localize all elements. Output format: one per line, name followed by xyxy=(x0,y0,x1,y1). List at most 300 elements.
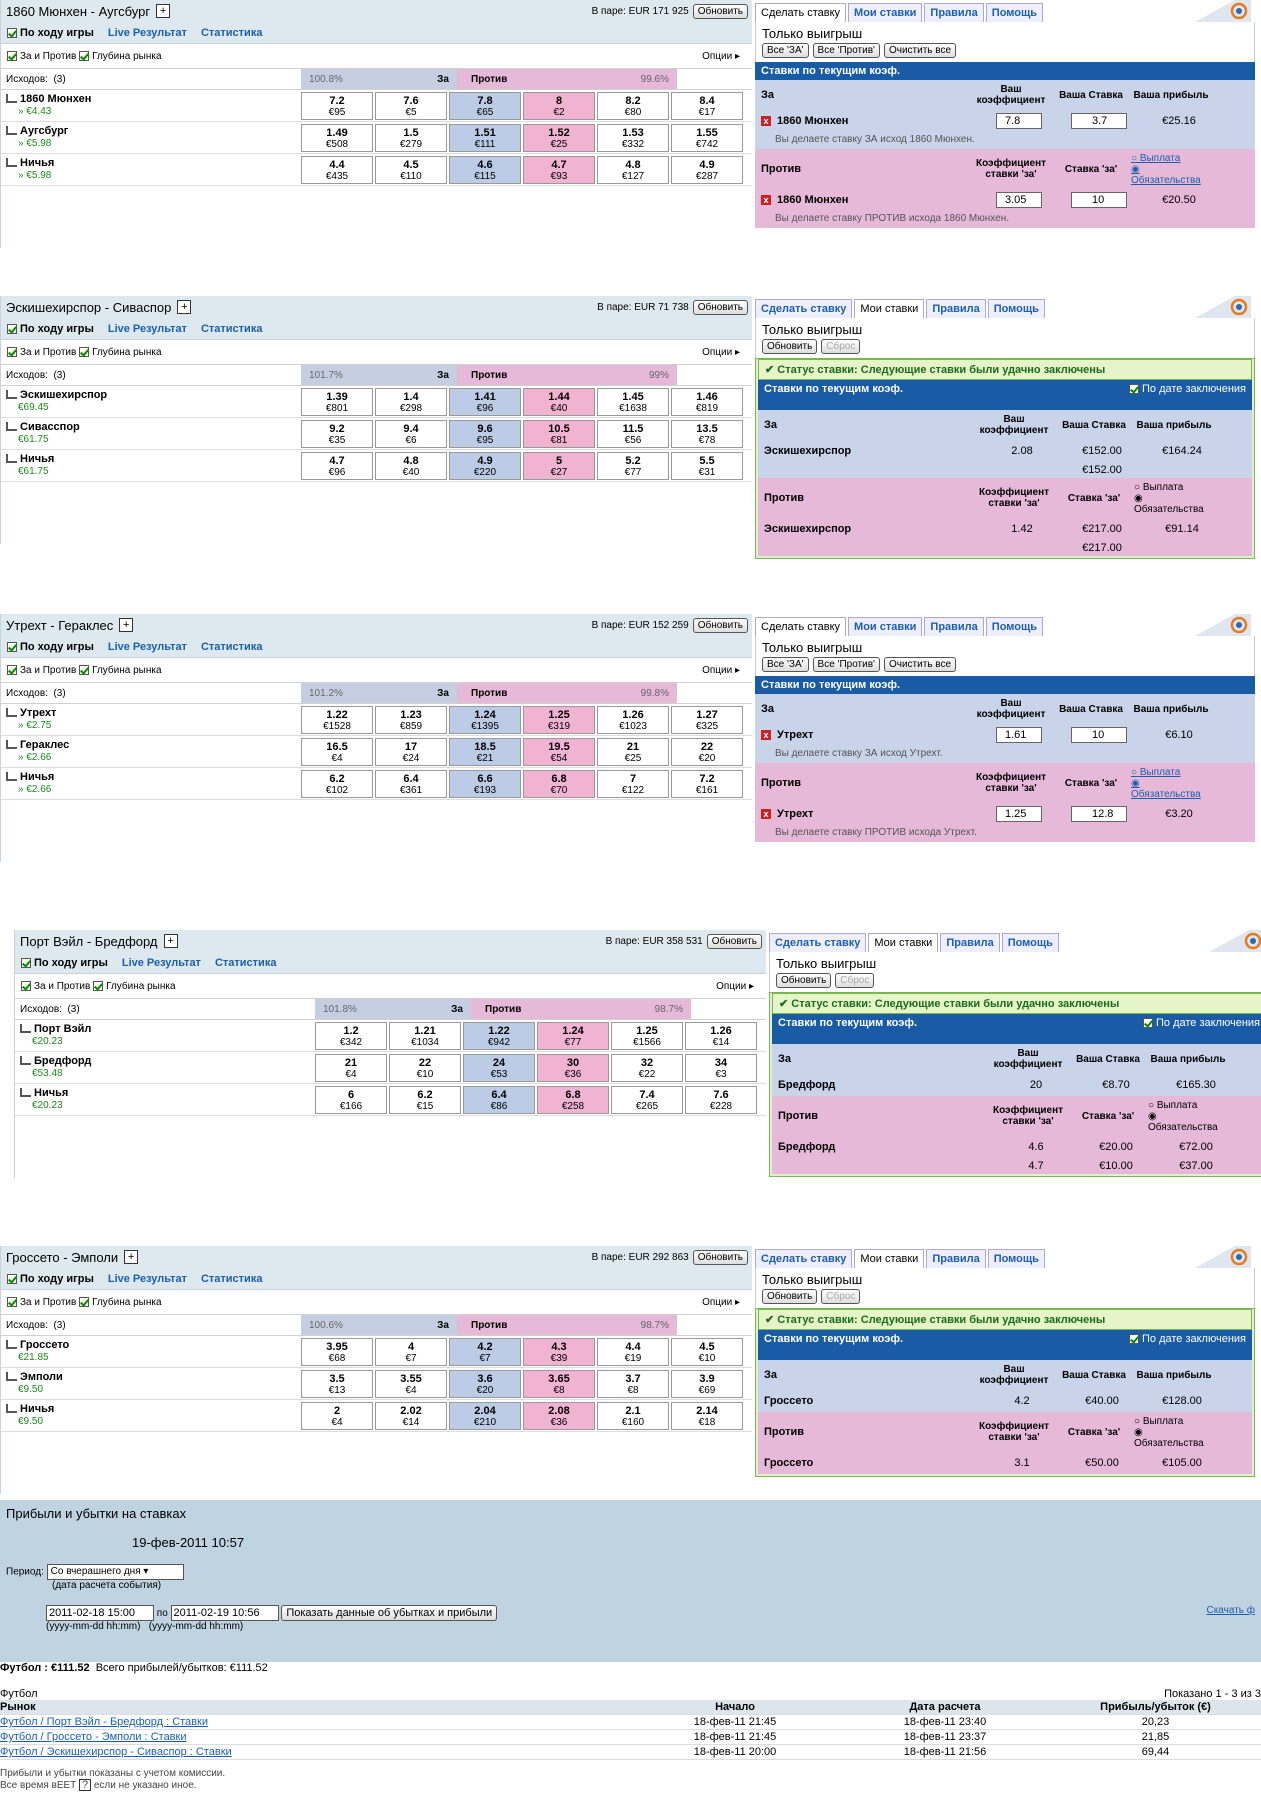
live-label: По ходу игры xyxy=(20,26,94,39)
refresh-logo-icon[interactable] xyxy=(1209,930,1261,952)
lay-odds-input[interactable]: 3.05 xyxy=(996,192,1042,208)
chart-icon[interactable] xyxy=(6,422,17,431)
back-price-cell[interactable]: 6.4 €361 xyxy=(375,770,447,798)
lay-odds: 3.1 xyxy=(1014,1457,1030,1469)
all-back-button[interactable]: Все 'ЗА' xyxy=(762,657,809,672)
chart-icon[interactable] xyxy=(6,708,17,717)
runner-name[interactable]: Порт Вэйл €20.23 xyxy=(15,1023,315,1048)
back-stake-input[interactable]: 10 xyxy=(1071,727,1127,743)
lay-price-cell[interactable]: 4.9 €287 xyxy=(671,156,743,184)
refresh-logo-icon[interactable] xyxy=(1195,1246,1251,1268)
runner-row xyxy=(1,704,752,736)
lay-header xyxy=(457,1315,677,1335)
options-menu[interactable]: Опции ▸ xyxy=(716,980,754,992)
runner-name[interactable]: Ничья €9.50 xyxy=(1,1403,301,1428)
chart-icon[interactable] xyxy=(6,740,17,749)
back-price-cell[interactable]: 1.4 €298 xyxy=(375,388,447,416)
lay-price-cell[interactable]: 30 €36 xyxy=(537,1054,609,1082)
stats-link[interactable]: Статистика xyxy=(214,956,277,969)
refresh-button[interactable]: Обновить xyxy=(693,300,748,315)
options-row xyxy=(1,44,752,68)
market-title: Порт Вэйл - Бредфорд xyxy=(20,933,158,949)
current-odds-label: Ставки по текущим коэф. xyxy=(761,65,901,77)
period-label: Период: xyxy=(6,1566,44,1578)
options-menu[interactable]: Опции ▸ xyxy=(702,50,740,62)
live-result-link[interactable]: Live Результат xyxy=(121,956,201,969)
payout-radio[interactable]: ○ Выплата xyxy=(1148,1099,1198,1111)
current-odds-bar xyxy=(755,62,1255,80)
refresh-slip-button[interactable]: Обновить xyxy=(762,339,817,354)
options-menu[interactable]: Опции ▸ xyxy=(702,664,740,676)
tab-place-bet[interactable]: Сделать ставку xyxy=(755,617,846,636)
back-price-cell[interactable]: 9.6 €95 xyxy=(449,420,521,448)
reset-button[interactable]: Сброс xyxy=(835,973,874,988)
all-lay-button[interactable]: Все 'Против' xyxy=(813,657,880,672)
lay-price-cell[interactable]: 5.2 €77 xyxy=(597,452,669,480)
chart-icon[interactable] xyxy=(6,158,17,167)
depth-label: Глубина рынка xyxy=(92,1296,162,1308)
lay-section-label: Против xyxy=(761,777,801,789)
stats-link[interactable]: Статистика xyxy=(200,322,263,335)
tab-rules[interactable]: Правила xyxy=(926,299,985,318)
tab-place-bet[interactable]: Сделать ставку xyxy=(755,1249,852,1268)
liability-radio[interactable]: ◉ Обязательства xyxy=(1134,492,1204,515)
tab-rules[interactable]: Правила xyxy=(924,3,983,22)
lay-selection: 1860 Мюнхен xyxy=(777,194,849,206)
lay-price-cell[interactable]: 8.4 €17 xyxy=(671,92,743,120)
tab-place-bet[interactable]: Сделать ставку xyxy=(755,3,846,22)
chart-icon[interactable] xyxy=(6,390,17,399)
live-row xyxy=(1,22,752,44)
back-price-cell[interactable]: 22 €10 xyxy=(389,1054,461,1082)
back-price-cell[interactable]: 6 €166 xyxy=(315,1086,387,1114)
tab-rules[interactable]: Правила xyxy=(926,1249,985,1268)
back-price-cell[interactable]: 2 €4 xyxy=(301,1402,373,1430)
by-date-checkbox[interactable] xyxy=(1143,1018,1153,1028)
back-price-cell[interactable]: 24 €53 xyxy=(463,1054,535,1082)
back-price-cell[interactable]: 6.2 €102 xyxy=(301,770,373,798)
refresh-button[interactable]: Обновить xyxy=(707,934,762,949)
back-price-cell[interactable]: 4 €7 xyxy=(375,1338,447,1366)
back-price-cell[interactable]: 21 €4 xyxy=(315,1054,387,1082)
live-result-link[interactable]: Live Результат xyxy=(107,322,187,335)
back-price-cell[interactable]: 6.4 €86 xyxy=(463,1086,535,1114)
back-price-cell[interactable]: 7.2 €95 xyxy=(301,92,373,120)
refresh-logo-icon[interactable] xyxy=(1195,0,1251,22)
runner-name[interactable]: Эмполи €9.50 xyxy=(1,1371,301,1396)
chart-icon[interactable] xyxy=(20,1088,31,1097)
lay-price-cell[interactable]: 1.52 €25 xyxy=(523,124,595,152)
lay-price-cell[interactable]: 4.4 €19 xyxy=(597,1338,669,1366)
chart-icon[interactable] xyxy=(6,94,17,103)
back-price-cell[interactable]: 3.55 €4 xyxy=(375,1370,447,1398)
lay-price-cell[interactable]: 1.53 €332 xyxy=(597,124,669,152)
tab-place-bet[interactable]: Сделать ставку xyxy=(769,933,866,952)
back-section-label: За xyxy=(764,419,778,431)
period-select[interactable]: Со вчерашнего дня ▾ xyxy=(47,1564,184,1580)
show-pl-button[interactable]: Показать данные об убытках и прибыли xyxy=(281,1605,497,1621)
back-price-cell[interactable]: 4.6 €115 xyxy=(449,156,521,184)
lay-price-cell[interactable]: 8.2 €80 xyxy=(597,92,669,120)
back-price-cell[interactable]: 4.5 €110 xyxy=(375,156,447,184)
payout-radio[interactable]: ○ Выплата xyxy=(1131,152,1181,164)
back-price-cell[interactable]: 6.2 €15 xyxy=(389,1086,461,1114)
back-selection: Гроссето xyxy=(764,1395,814,1407)
chart-icon[interactable] xyxy=(20,1024,31,1033)
stats-link[interactable]: Статистика xyxy=(200,1272,263,1285)
lay-price-cell[interactable]: 4.8 €127 xyxy=(597,156,669,184)
back-price-cell[interactable]: 1.39 €801 xyxy=(301,388,373,416)
back-price-cell[interactable]: 1.22 €1528 xyxy=(301,706,373,734)
lay-price-cell[interactable]: 1.24 €77 xyxy=(537,1022,609,1050)
lay-price-cell[interactable]: 1.55 €742 xyxy=(671,124,743,152)
back-price-cell[interactable]: 9.2 €35 xyxy=(301,420,373,448)
back-price-cell[interactable]: 1.24 €1395 xyxy=(449,706,521,734)
back-lay-checkbox[interactable] xyxy=(7,665,17,675)
help-icon[interactable]: ? xyxy=(79,1779,91,1791)
runner-row xyxy=(1,1336,752,1368)
chart-icon[interactable] xyxy=(6,1372,17,1381)
chart-icon[interactable] xyxy=(20,1056,31,1065)
tab-help[interactable]: Помощь xyxy=(1002,933,1059,952)
lay-label: Против xyxy=(471,687,508,699)
lay-price-cell[interactable]: 2.08 €36 xyxy=(523,1402,595,1430)
back-price-cell[interactable]: 17 €24 xyxy=(375,738,447,766)
payout-radio[interactable]: ○ Выплата xyxy=(1134,1415,1184,1427)
runner-name[interactable]: Ничья » €5.98 xyxy=(1,157,301,182)
lay-price-cell[interactable]: 5 €27 xyxy=(523,452,595,480)
winnings-only-label: Только выигрыш xyxy=(776,956,877,971)
chart-icon[interactable] xyxy=(6,1404,17,1413)
back-price-cell[interactable]: 4.9 €220 xyxy=(449,452,521,480)
chart-icon[interactable] xyxy=(6,1340,17,1349)
lay-stake: €20.00 xyxy=(1099,1141,1133,1153)
back-price-cell[interactable]: 1.51 €111 xyxy=(449,124,521,152)
tab-my-bets[interactable]: Мои ставки xyxy=(848,617,922,636)
lay-price-cell[interactable]: 1.26 €1023 xyxy=(597,706,669,734)
lay-price-cell[interactable]: 1.45 €1638 xyxy=(597,388,669,416)
refresh-logo-icon[interactable] xyxy=(1195,296,1251,318)
liability-radio[interactable]: ◉ Обязательства xyxy=(1131,777,1201,800)
bet-slip xyxy=(769,930,1261,1178)
lay-stake-header: Ставка 'за' xyxy=(1081,1110,1135,1122)
plus-icon[interactable]: + xyxy=(156,4,170,18)
back-price-cell[interactable]: 7.8 €65 xyxy=(449,92,521,120)
plus-icon[interactable]: + xyxy=(164,934,178,948)
lay-price-cell[interactable]: 1.46 €819 xyxy=(671,388,743,416)
tab-rules[interactable]: Правила xyxy=(940,933,999,952)
plus-icon[interactable]: + xyxy=(124,1250,138,1264)
market-header xyxy=(1,296,752,318)
slip-body xyxy=(755,22,1255,62)
market-link[interactable]: Футбол / Порт Вэйл - Бредфорд : Ставки xyxy=(0,1716,208,1728)
runner-row xyxy=(1,122,752,154)
lay-odds: 4.6 xyxy=(1028,1141,1044,1153)
back-note: Вы делаете ставку ЗА исход 1860 Мюнхен. xyxy=(755,132,1255,149)
back-selection: Утрехт xyxy=(777,729,814,741)
lay-odds-header: Коэффициент ставки 'за' xyxy=(978,487,1050,509)
live-icon xyxy=(7,642,17,652)
tab-my-bets[interactable]: Мои ставки xyxy=(854,1249,924,1268)
back-price-cell[interactable]: 1.49 €508 xyxy=(301,124,373,152)
refresh-button[interactable]: Обновить xyxy=(693,4,748,19)
back-price-cell[interactable]: 18.5 €21 xyxy=(449,738,521,766)
by-date-checkbox[interactable] xyxy=(1129,1334,1139,1344)
bet-slip xyxy=(755,614,1255,862)
market-header xyxy=(15,930,766,952)
live-result-link[interactable]: Live Результат xyxy=(107,640,187,653)
lay-price-cell[interactable]: 4.3 €39 xyxy=(523,1338,595,1366)
back-header xyxy=(301,1315,457,1335)
from-date-input[interactable]: 2011-02-18 15:00 xyxy=(46,1605,154,1621)
back-price-cell[interactable]: 3.6 €20 xyxy=(449,1370,521,1398)
remove-bet-icon[interactable]: x xyxy=(761,195,771,205)
back-price-cell[interactable]: 1.5 €279 xyxy=(375,124,447,152)
runner-name[interactable]: Ничья €20.23 xyxy=(15,1087,315,1112)
tab-my-bets[interactable]: Мои ставки xyxy=(868,933,938,952)
lay-price-cell[interactable]: 13.5 €78 xyxy=(671,420,743,448)
lay-price-cell[interactable]: 11.5 €56 xyxy=(597,420,669,448)
back-profit: €25.16 xyxy=(1162,115,1196,127)
lay-price-cell[interactable]: 1.25 €319 xyxy=(523,706,595,734)
back-price-cell[interactable]: 7.6 €5 xyxy=(375,92,447,120)
tab-my-bets[interactable]: Мои ставки xyxy=(848,3,922,22)
payout-radio[interactable]: ○ Выплата xyxy=(1131,766,1181,778)
bet-slip xyxy=(755,1246,1255,1494)
tab-help[interactable]: Помощь xyxy=(988,299,1045,318)
runner-name[interactable]: Аугсбург » €5.98 xyxy=(1,125,301,150)
chart-icon[interactable] xyxy=(6,126,17,135)
back-lay-checkbox[interactable] xyxy=(7,51,17,61)
lay-price-cell[interactable]: 7.4 €265 xyxy=(611,1086,683,1114)
depth-checkbox[interactable] xyxy=(79,51,89,61)
options-menu[interactable]: Опции ▸ xyxy=(702,1296,740,1308)
back-price-cell[interactable]: 4.2 €7 xyxy=(449,1338,521,1366)
lay-price-cell[interactable]: 19.5 €54 xyxy=(523,738,595,766)
runner-name[interactable]: Сивасспор €61.75 xyxy=(1,421,301,446)
lay-stake-input[interactable]: 12.8 xyxy=(1071,806,1127,822)
plus-icon[interactable]: + xyxy=(177,300,191,314)
live-result-link[interactable]: Live Результат xyxy=(107,1272,187,1285)
depth-checkbox[interactable] xyxy=(93,981,103,991)
runner-name[interactable]: Ничья » €2.66 xyxy=(1,771,301,796)
market-header xyxy=(1,614,752,636)
back-price-cell[interactable]: 6.6 €193 xyxy=(449,770,521,798)
lay-price-cell[interactable]: 2.14 €18 xyxy=(671,1402,743,1430)
lay-price-cell[interactable]: 6.8 €70 xyxy=(523,770,595,798)
back-price-cell[interactable]: 1.23 €859 xyxy=(375,706,447,734)
clear-all-button[interactable]: Очистить все xyxy=(884,657,956,672)
tab-help[interactable]: Помощь xyxy=(986,3,1043,22)
runner-name[interactable]: Ничья €61.75 xyxy=(1,453,301,478)
remove-bet-icon[interactable]: x xyxy=(761,809,771,819)
runner-row xyxy=(1,1400,752,1432)
runner-name[interactable]: 1860 Мюнхен » €4.43 xyxy=(1,93,301,118)
lay-price-cell[interactable]: 34 €3 xyxy=(685,1054,757,1082)
tab-place-bet[interactable]: Сделать ставку xyxy=(755,299,852,318)
market-block xyxy=(0,930,1261,1178)
pl-table xyxy=(0,1700,1261,1760)
tab-help[interactable]: Помощь xyxy=(986,617,1043,636)
back-price-cell[interactable]: 2.02 €14 xyxy=(375,1402,447,1430)
runner-name[interactable]: Гераклес » €2.66 xyxy=(1,739,301,764)
back-stake-input[interactable]: 3.7 xyxy=(1071,113,1127,129)
all-back-button[interactable]: Все 'ЗА' xyxy=(762,43,809,58)
back-price-cell[interactable]: 4.8 €40 xyxy=(375,452,447,480)
lay-price-cell[interactable]: 32 €22 xyxy=(611,1054,683,1082)
lay-price-cell[interactable]: 7.6 €228 xyxy=(685,1086,757,1114)
back-profit: €128.00 xyxy=(1162,1395,1202,1407)
back-odds-input[interactable]: 1.61 xyxy=(996,727,1042,743)
reset-button[interactable]: Сброс xyxy=(821,1289,860,1304)
reset-button[interactable]: Сброс xyxy=(821,339,860,354)
back-lay-checkbox[interactable] xyxy=(21,981,31,991)
lay-price-cell[interactable]: 4.5 €10 xyxy=(671,1338,743,1366)
back-lay-checkbox[interactable] xyxy=(7,1297,17,1307)
chart-icon[interactable] xyxy=(6,772,17,781)
market-panel xyxy=(0,1246,752,1494)
by-date-checkbox[interactable] xyxy=(1129,384,1139,394)
back-header xyxy=(301,69,457,89)
lay-price-cell[interactable]: 8 €2 xyxy=(523,92,595,120)
live-result-link[interactable]: Live Результат xyxy=(107,26,187,39)
market-panel xyxy=(0,614,752,862)
tab-help[interactable]: Помощь xyxy=(988,1249,1045,1268)
lay-odds-input[interactable]: 1.25 xyxy=(996,806,1042,822)
lay-profit: €20.50 xyxy=(1162,194,1196,206)
lay-price-cell[interactable]: 6.8 €258 xyxy=(537,1086,609,1114)
chart-icon[interactable] xyxy=(6,454,17,463)
live-row xyxy=(1,636,752,658)
runner-name[interactable]: Эскишехирспор €69.45 xyxy=(1,389,301,414)
status-message: ✔ Статус ставки: Следующие ставки были удачно заключены xyxy=(758,1309,1252,1330)
runner-name[interactable]: Утрехт » €2.75 xyxy=(1,707,301,732)
lay-label: Против xyxy=(471,73,508,85)
lay-price-cell[interactable]: 3.65 €8 xyxy=(523,1370,595,1398)
tab-rules[interactable]: Правила xyxy=(924,617,983,636)
back-price-cell[interactable]: 1.22 €942 xyxy=(463,1022,535,1050)
your-odds-header: Ваш коэффициент xyxy=(993,1048,1063,1070)
lay-price-cell[interactable]: 1.27 €325 xyxy=(671,706,743,734)
back-price-cell[interactable]: 16.5 €4 xyxy=(301,738,373,766)
outcomes-label: Исходов: (3) xyxy=(6,1319,66,1331)
depth-checkbox[interactable] xyxy=(79,347,89,357)
depth-checkbox[interactable] xyxy=(79,665,89,675)
market-link[interactable]: Футбол / Гроссето - Эмполи : Ставки xyxy=(0,1731,187,1743)
lay-price-cell[interactable]: 21 €25 xyxy=(597,738,669,766)
back-label: За xyxy=(437,73,449,85)
stats-link[interactable]: Статистика xyxy=(200,26,263,39)
live-label: По ходу игры xyxy=(34,956,108,969)
remove-bet-icon[interactable]: x xyxy=(761,730,771,740)
back-price-cell[interactable]: 1.41 €96 xyxy=(449,388,521,416)
lay-header xyxy=(457,683,677,703)
refresh-slip-button[interactable]: Обновить xyxy=(776,973,831,988)
refresh-button[interactable]: Обновить xyxy=(693,1250,748,1265)
remove-bet-icon[interactable]: x xyxy=(761,116,771,126)
col-market: Рынок xyxy=(0,1700,630,1715)
runner-position: €9.50 xyxy=(18,1384,44,1395)
lay-profit: €3.20 xyxy=(1165,808,1193,820)
lay-price-cell[interactable]: 1.25 €1566 xyxy=(611,1022,683,1050)
back-price-cell[interactable]: 1.2 €342 xyxy=(315,1022,387,1050)
runner-position: » €2.66 xyxy=(18,752,52,763)
to-date-input[interactable]: 2011-02-19 10:56 xyxy=(171,1605,279,1621)
back-price-cell[interactable]: 4.4 €435 xyxy=(301,156,373,184)
back-price-cell[interactable]: 1.21 €1034 xyxy=(389,1022,461,1050)
back-lay-label: За и Против xyxy=(20,346,77,358)
back-price-cell[interactable]: 3.95 €68 xyxy=(301,1338,373,1366)
tab-my-bets[interactable]: Мои ставки xyxy=(854,299,924,318)
profit-value: 69,44 xyxy=(1050,1745,1261,1760)
refresh-logo-icon[interactable] xyxy=(1195,614,1251,636)
lay-stake-input[interactable]: 10 xyxy=(1071,192,1127,208)
lay-price-cell[interactable]: 1.26 €14 xyxy=(685,1022,757,1050)
liability-radio[interactable]: ◉ Обязательства xyxy=(1134,1426,1204,1449)
plus-icon[interactable]: + xyxy=(119,618,133,632)
depth-checkbox[interactable] xyxy=(79,1297,89,1307)
lay-price-cell[interactable]: 10.5 €81 xyxy=(523,420,595,448)
lay-price-cell[interactable]: 5.5 €31 xyxy=(671,452,743,480)
back-stake-total: €152.00 xyxy=(1082,464,1122,476)
liability-radio[interactable]: ◉ Обязательства xyxy=(1131,163,1201,186)
back-odds-input[interactable]: 7.8 xyxy=(996,113,1042,129)
back-lay-checkbox[interactable] xyxy=(7,347,17,357)
lay-pct: 98.7% xyxy=(654,1003,683,1015)
options-menu[interactable]: Опции ▸ xyxy=(702,346,740,358)
back-selection: Бредфорд xyxy=(778,1079,836,1091)
lay-price-cell[interactable]: 3.9 €69 xyxy=(671,1370,743,1398)
back-price-cell[interactable]: 4.7 €96 xyxy=(301,452,373,480)
lay-price-cell[interactable]: 1.44 €40 xyxy=(523,388,595,416)
runner-position: » €4.43 xyxy=(18,106,52,117)
lay-section-label: Против xyxy=(778,1110,818,1122)
lay-price-cell[interactable]: 7 €122 xyxy=(597,770,669,798)
market-title: Эскишехирспор - Сиваспор xyxy=(6,299,172,315)
stats-link[interactable]: Статистика xyxy=(200,640,263,653)
back-price-cell[interactable]: 9.4 €6 xyxy=(375,420,447,448)
lay-selection: Гроссето xyxy=(764,1457,814,1469)
all-lay-button[interactable]: Все 'Против' xyxy=(813,43,880,58)
market-header xyxy=(1,1246,752,1268)
your-stake-header: Ваша Ставка xyxy=(1062,419,1126,431)
runner-name[interactable]: Гроссето €21.85 xyxy=(1,1339,301,1364)
clear-all-button[interactable]: Очистить все xyxy=(884,43,956,58)
lay-price-cell[interactable]: 7.2 €161 xyxy=(671,770,743,798)
back-pct: 101.8% xyxy=(323,1003,357,1015)
live-label: По ходу игры xyxy=(20,322,94,335)
lay-price-cell[interactable]: 3.7 €8 xyxy=(597,1370,669,1398)
runner-position: €61.75 xyxy=(18,434,49,445)
pl-date: 19-фев-2011 10:57 xyxy=(132,1535,245,1550)
lay-price-cell[interactable]: 2.1 €160 xyxy=(597,1402,669,1430)
refresh-slip-button[interactable]: Обновить xyxy=(762,1289,817,1304)
current-odds-label: Ставки по текущим коэф. xyxy=(764,383,904,395)
back-price-cell[interactable]: 2.04 €210 xyxy=(449,1402,521,1430)
lay-price-cell[interactable]: 22 €20 xyxy=(671,738,743,766)
lay-label: Против xyxy=(471,369,508,381)
market-link[interactable]: Футбол / Эскишехирспор - Сивaспор : Ставки xyxy=(0,1746,232,1758)
payout-radio[interactable]: ○ Выплата xyxy=(1134,481,1184,493)
back-pct: 101.7% xyxy=(309,369,343,381)
runner-name[interactable]: Бредфорд €53.48 xyxy=(15,1055,315,1080)
back-header xyxy=(301,365,457,385)
liability-radio[interactable]: ◉ Обязательства xyxy=(1148,1110,1218,1133)
refresh-button[interactable]: Обновить xyxy=(693,618,748,633)
download-link[interactable]: Скачать ф xyxy=(1206,1605,1255,1616)
lay-price-cell[interactable]: 4.7 €93 xyxy=(523,156,595,184)
back-price-cell[interactable]: 3.5 €13 xyxy=(301,1370,373,1398)
